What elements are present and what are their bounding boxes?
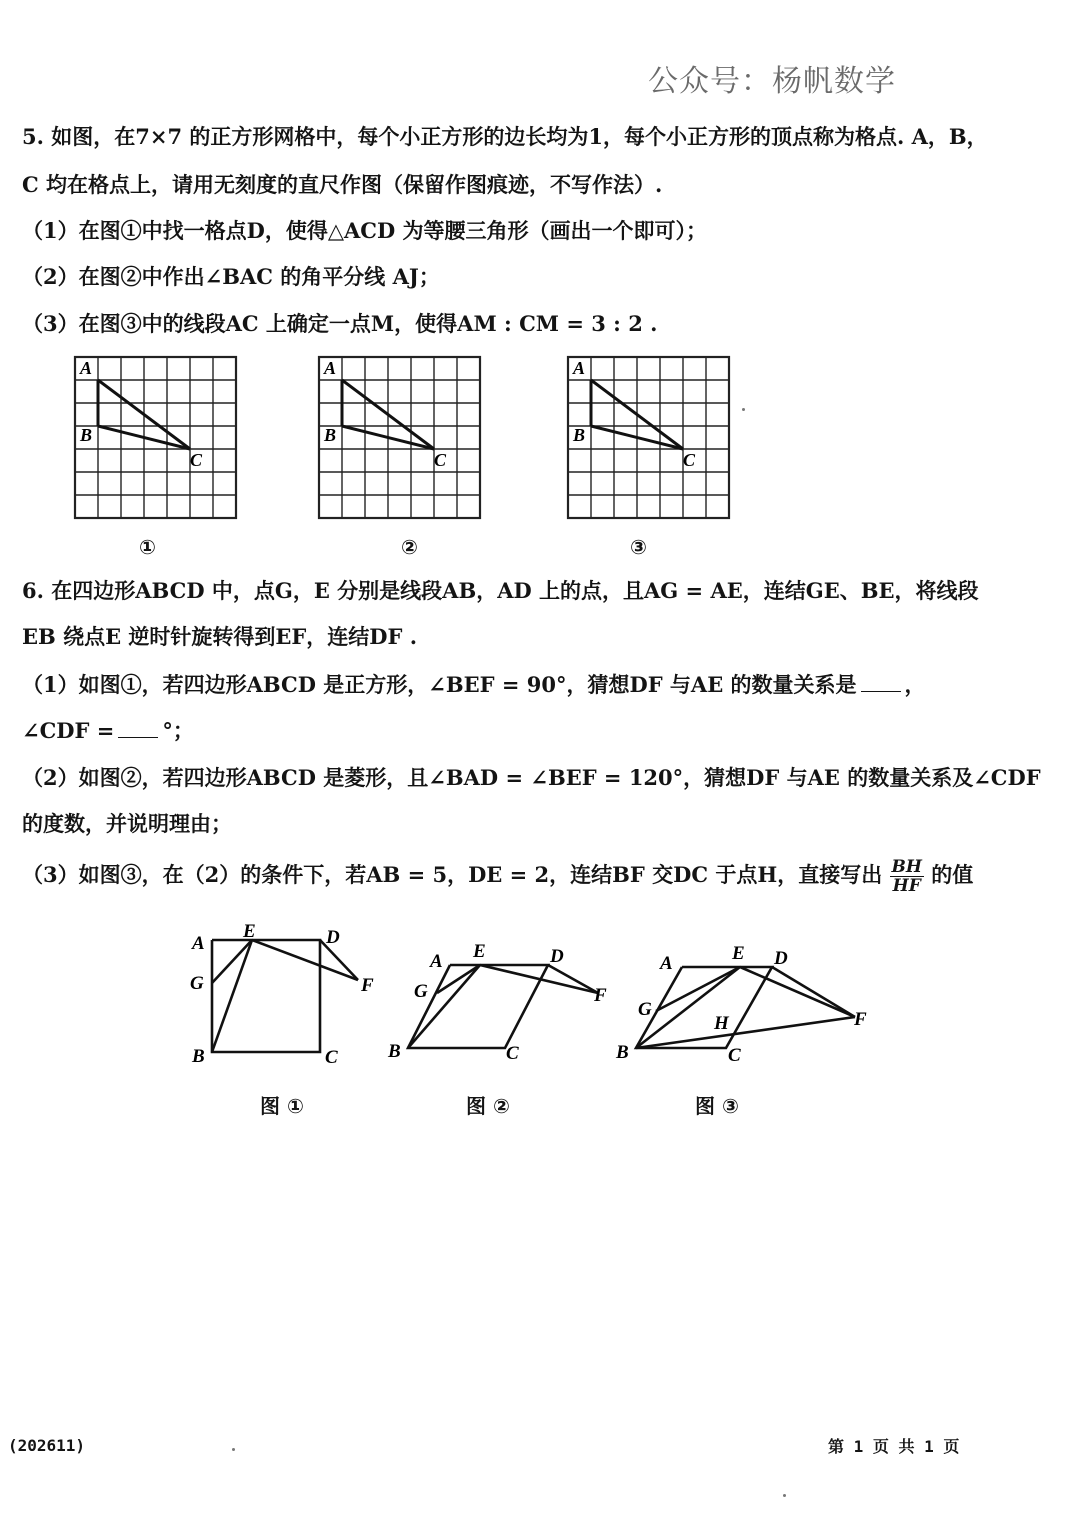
- label-b: B: [80, 425, 93, 445]
- q6-part3: [22, 858, 973, 895]
- q6-fig-caption-1: 图 ①: [260, 1094, 304, 1118]
- label-a: A: [80, 358, 93, 378]
- label-c: C: [434, 450, 447, 470]
- label-b: B: [192, 1046, 205, 1067]
- q6-part1-comma: ，: [904, 672, 926, 697]
- speck: [742, 408, 745, 411]
- q6-part1-text: （1）如图①，若四边形ABCD 是正方形，∠BEF = 90°，猜想DF 与AE 的数量关系是: [22, 672, 857, 697]
- watermark: 公众号：杨帆数学: [648, 64, 896, 99]
- label-b: B: [616, 1042, 629, 1063]
- grid-figure-1: [70, 352, 242, 524]
- q6-part1-line2: [22, 716, 194, 746]
- q6-part2-line2: 的度数，并说明理由；: [22, 811, 232, 836]
- fraction-denominator: HF: [892, 876, 921, 896]
- geometry-figure-2: [380, 935, 620, 1075]
- q6-part1-angle: ∠CDF =: [22, 718, 115, 743]
- label-c: C: [728, 1045, 741, 1066]
- label-f: F: [854, 1009, 867, 1030]
- fraction-bh-hf: [890, 858, 924, 895]
- geometry-figure-3: [610, 935, 875, 1075]
- q6-part1-degree: °；: [162, 718, 194, 743]
- q5-line2: C 均在格点上，请用无刻度的直尺作图（保留作图痕迹，不写作法）.: [22, 172, 663, 197]
- label-f: F: [361, 975, 374, 996]
- square-abcd: [212, 940, 358, 1052]
- answer-blank-2: [118, 737, 158, 738]
- label-c: C: [506, 1043, 519, 1064]
- label-b: B: [573, 425, 586, 445]
- rhombus-abcd: [636, 967, 855, 1048]
- speck: [232, 1448, 235, 1451]
- q5-fig-caption-1: ①: [139, 535, 156, 559]
- label-g: G: [414, 981, 428, 1002]
- label-c: C: [325, 1047, 338, 1068]
- q5-part3: （3）在图③中的线段AC 上确定一点M，使得AM : CM = 3 : 2 .: [22, 311, 658, 336]
- label-e: E: [732, 943, 745, 964]
- grid-figure-3: [563, 352, 735, 524]
- label-h: H: [714, 1013, 729, 1034]
- q6-fig-caption-3: 图 ③: [695, 1094, 739, 1118]
- label-a: A: [660, 953, 673, 974]
- q6-line1: 6. 在四边形ABCD 中，点G，E 分别是线段AB，AD 上的点，且AG = AE，连结GE、BE，将线段: [22, 578, 979, 603]
- label-a: A: [324, 358, 337, 378]
- answer-blank-1: [861, 691, 901, 692]
- grid-figure-2: [314, 352, 486, 524]
- q5-line1: 5. 如图，在7×7 的正方形网格中，每个小正方形的边长均为1，每个小正方形的顶点称为格点. A，B，: [22, 124, 988, 149]
- q5-part1: （1）在图①中找一格点D，使得△ACD 为等腰三角形（画出一个即可）；: [22, 218, 707, 243]
- q5-part2: （2）在图②中作出∠BAC 的角平分线 AJ；: [22, 264, 440, 289]
- rhombus-abcd: [408, 965, 598, 1048]
- q6-fig-caption-2: 图 ②: [466, 1094, 510, 1118]
- label-c: C: [190, 450, 203, 470]
- label-f: F: [594, 985, 607, 1006]
- label-b: B: [388, 1041, 401, 1062]
- label-c: C: [683, 450, 696, 470]
- q6-part1-line1: [22, 670, 926, 700]
- q5-fig-caption-3: ③: [630, 535, 647, 559]
- speck: [783, 1494, 786, 1497]
- q6-part3-text: （3）如图③，在（2）的条件下，若AB = 5，DE = 2，连结BF 交DC 于点H，直接写出: [22, 862, 883, 887]
- footer-page-number: 第 1 页 共 1 页: [828, 1437, 960, 1456]
- label-a: A: [430, 951, 443, 972]
- label-e: E: [473, 941, 486, 962]
- label-e: E: [243, 921, 256, 942]
- label-g: G: [638, 999, 652, 1020]
- label-g: G: [190, 973, 204, 994]
- label-d: D: [550, 946, 564, 967]
- q6-part3-tail: 的值: [931, 862, 974, 887]
- label-d: D: [326, 927, 340, 948]
- geometry-figure-1: [180, 915, 390, 1075]
- label-a: A: [192, 933, 205, 954]
- q6-part2-line1: （2）如图②，若四边形ABCD 是菱形，且∠BAD = ∠BEF = 120°，猜想DF 与AE 的数量关系及∠CDF: [22, 765, 1041, 790]
- footer-code: (202611): [8, 1436, 86, 1455]
- fraction-numerator: BH: [891, 857, 922, 877]
- label-b: B: [324, 425, 337, 445]
- label-d: D: [774, 948, 788, 969]
- q6-line2: EB 绕点E 逆时针旋转得到EF，连结DF .: [22, 624, 418, 649]
- label-a: A: [573, 358, 586, 378]
- q5-fig-caption-2: ②: [401, 535, 418, 559]
